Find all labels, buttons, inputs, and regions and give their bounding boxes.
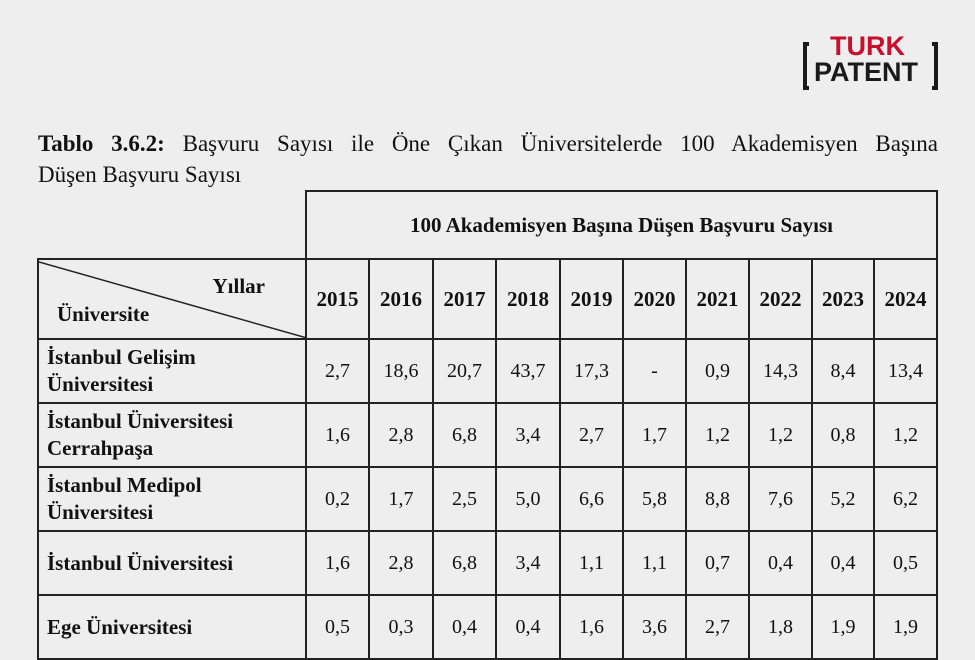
year-header: 2020 xyxy=(623,259,686,339)
value-cell: 14,3 xyxy=(749,339,812,403)
value-cell: 7,6 xyxy=(749,467,812,531)
value-cell: 0,7 xyxy=(686,531,749,595)
university-name-line2: Cerrahpaşa xyxy=(47,436,154,460)
caption-text-line1: Başvuru Sayısı ile Öne Çıkan Üniversitelerde 100 Akademisyen Başına xyxy=(182,131,938,156)
corner-years-label: Yıllar xyxy=(212,274,265,298)
value-cell: 0,4 xyxy=(433,595,496,659)
value-cell: 0,4 xyxy=(496,595,560,659)
caption-text-line2: Düşen Başvuru Sayısı xyxy=(38,162,242,187)
logo-text-patent: PATENT xyxy=(814,57,918,87)
value-cell: 0,4 xyxy=(749,531,812,595)
university-name-line1: İstanbul Üniversitesi xyxy=(47,550,234,575)
value-cell: 0,5 xyxy=(306,595,369,659)
value-cell: 2,7 xyxy=(686,595,749,659)
table-row xyxy=(38,403,937,467)
blank-corner-top xyxy=(38,191,306,259)
value-cell: 2,8 xyxy=(369,403,433,467)
table-row xyxy=(38,339,937,403)
value-cell: 2,7 xyxy=(306,339,369,403)
university-name-line2: Üniversitesi xyxy=(47,372,154,396)
value-cell: 1,2 xyxy=(874,403,937,467)
year-header: 2021 xyxy=(686,259,749,339)
year-header: 2024 xyxy=(874,259,937,339)
value-cell: 0,4 xyxy=(812,531,874,595)
value-cell: 5,0 xyxy=(496,467,560,531)
table-row xyxy=(38,467,937,531)
value-cell: - xyxy=(623,339,686,403)
university-name xyxy=(38,595,306,659)
caption-label: Tablo 3.6.2: xyxy=(38,131,165,156)
year-header: 2019 xyxy=(560,259,623,339)
value-cell: 1,6 xyxy=(560,595,623,659)
corner-university-label: Üniversite xyxy=(57,302,150,326)
super-header: 100 Akademisyen Başına Düşen Başvuru Sayısı xyxy=(306,191,937,259)
logo-text-turk: TURK xyxy=(830,31,905,61)
year-header: 2016 xyxy=(369,259,433,339)
value-cell: 6,6 xyxy=(560,467,623,531)
university-name-line1: Ege Üniversitesi xyxy=(47,614,193,639)
university-name xyxy=(38,403,306,467)
value-cell: 3,6 xyxy=(623,595,686,659)
value-cell: 17,3 xyxy=(560,339,623,403)
value-cell: 0,5 xyxy=(874,531,937,595)
value-cell: 3,4 xyxy=(496,403,560,467)
value-cell: 1,7 xyxy=(623,403,686,467)
university-name-line1: İstanbul Medipol xyxy=(47,473,202,497)
table-row xyxy=(38,531,937,595)
year-header: 2022 xyxy=(749,259,812,339)
value-cell: 1,6 xyxy=(306,531,369,595)
value-cell: 1,6 xyxy=(306,403,369,467)
corner-cell xyxy=(38,259,306,339)
turkpatent-logo xyxy=(803,30,938,92)
value-cell: 2,5 xyxy=(433,467,496,531)
diagonal-line xyxy=(39,260,307,340)
university-name xyxy=(38,531,306,595)
value-cell: 8,4 xyxy=(812,339,874,403)
value-cell: 2,8 xyxy=(369,531,433,595)
table-row xyxy=(38,595,937,659)
university-name xyxy=(38,467,306,531)
value-cell: 43,7 xyxy=(496,339,560,403)
value-cell: 6,2 xyxy=(874,467,937,531)
university-name-line2: Üniversitesi xyxy=(47,500,154,524)
value-cell: 13,4 xyxy=(874,339,937,403)
value-cell: 6,8 xyxy=(433,531,496,595)
value-cell: 1,8 xyxy=(749,595,812,659)
value-cell: 20,7 xyxy=(433,339,496,403)
value-cell: 18,6 xyxy=(369,339,433,403)
value-cell: 1,1 xyxy=(560,531,623,595)
value-cell: 0,2 xyxy=(306,467,369,531)
value-cell: 1,2 xyxy=(749,403,812,467)
year-header-row xyxy=(38,259,937,339)
value-cell: 1,9 xyxy=(874,595,937,659)
value-cell: 8,8 xyxy=(686,467,749,531)
value-cell: 1,2 xyxy=(686,403,749,467)
value-cell: 2,7 xyxy=(560,403,623,467)
year-header: 2015 xyxy=(306,259,369,339)
value-cell: 3,4 xyxy=(496,531,560,595)
value-cell: 5,8 xyxy=(623,467,686,531)
value-cell: 0,8 xyxy=(812,403,874,467)
data-table xyxy=(37,190,938,660)
university-name xyxy=(38,339,306,403)
value-cell: 0,3 xyxy=(369,595,433,659)
university-name-line1: İstanbul Üniversitesi xyxy=(47,409,234,433)
value-cell: 1,1 xyxy=(623,531,686,595)
value-cell: 6,8 xyxy=(433,403,496,467)
value-cell: 1,7 xyxy=(369,467,433,531)
value-cell: 0,9 xyxy=(686,339,749,403)
value-cell: 5,2 xyxy=(812,467,874,531)
university-name-line1: İstanbul Gelişim xyxy=(47,345,196,369)
year-header: 2018 xyxy=(496,259,560,339)
value-cell: 1,9 xyxy=(812,595,874,659)
year-header: 2023 xyxy=(812,259,874,339)
year-header: 2017 xyxy=(433,259,496,339)
table-caption xyxy=(38,128,938,190)
